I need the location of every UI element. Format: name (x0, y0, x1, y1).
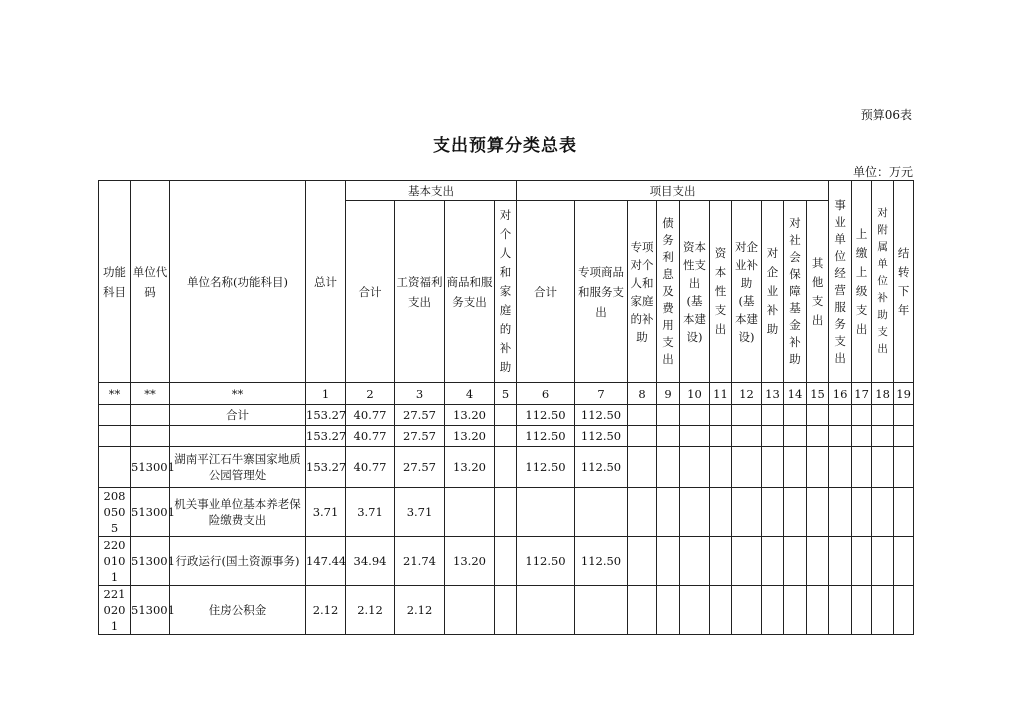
header-operating: 事业单位经营服务支出 (829, 181, 852, 383)
empty-cell (762, 537, 784, 586)
cell-p-goods: 112.50 (575, 447, 628, 488)
unit-label: 单位：万元 (852, 165, 913, 179)
header-func-subject: 功能科目 (99, 181, 131, 383)
column-index-cell: 13 (762, 383, 784, 405)
header-b-total: 合计 (346, 201, 395, 383)
cell-b-total: 40.77 (346, 405, 395, 426)
empty-cell (829, 447, 852, 488)
cell-b-wage: 27.57 (395, 447, 445, 488)
table-row (99, 488, 914, 537)
empty-cell (894, 426, 914, 447)
empty-cell (894, 447, 914, 488)
empty-cell (495, 426, 517, 447)
cell-func (99, 447, 131, 488)
cell-code: 513001 (131, 586, 170, 635)
empty-cell (784, 537, 807, 586)
empty-cell (628, 488, 657, 537)
column-index-cell: 15 (807, 383, 829, 405)
header-b-personal: 对个人和家庭的补助 (495, 201, 517, 383)
empty-cell (680, 405, 710, 426)
empty-cell (894, 586, 914, 635)
empty-cell (495, 447, 517, 488)
cell-b-wage: 3.71 (395, 488, 445, 537)
cell-p-total: 112.50 (517, 405, 575, 426)
empty-cell (807, 586, 829, 635)
column-index-cell: 10 (680, 383, 710, 405)
empty-cell (628, 447, 657, 488)
empty-cell (872, 426, 894, 447)
empty-cell (852, 488, 872, 537)
page-title: 支出预算分类总表 (433, 136, 577, 156)
empty-cell (680, 488, 710, 537)
cell-b-goods: 13.20 (445, 405, 495, 426)
empty-cell (732, 488, 762, 537)
column-index-cell: ** (99, 383, 131, 405)
empty-cell (680, 586, 710, 635)
column-index-cell: 18 (872, 383, 894, 405)
empty-cell (894, 405, 914, 426)
header-p-goods: 专项商品和服务支出 (575, 201, 628, 383)
header-upper: 上缴上级支出 (852, 181, 872, 383)
empty-cell (732, 537, 762, 586)
empty-cell (762, 405, 784, 426)
cell-p-goods (575, 586, 628, 635)
header-b-wage: 工资福利支出 (395, 201, 445, 383)
cell-total: 3.71 (306, 488, 346, 537)
column-index-cell: 6 (517, 383, 575, 405)
empty-cell (829, 488, 852, 537)
column-index-cell: 1 (306, 383, 346, 405)
empty-cell (680, 447, 710, 488)
cell-code: 513001 (131, 537, 170, 586)
empty-cell (829, 405, 852, 426)
empty-cell (628, 537, 657, 586)
cell-name: 行政运行(国土资源事务) (170, 537, 306, 586)
empty-cell (807, 405, 829, 426)
column-index-cell: 5 (495, 383, 517, 405)
cell-b-total: 3.71 (346, 488, 395, 537)
empty-cell (829, 586, 852, 635)
cell-b-goods: 13.20 (445, 447, 495, 488)
empty-cell (680, 537, 710, 586)
header-p-enterprise: 对企业补助 (762, 201, 784, 383)
header-total: 总计 (306, 181, 346, 383)
cell-b-wage: 2.12 (395, 586, 445, 635)
empty-cell (784, 447, 807, 488)
cell-b-goods (445, 586, 495, 635)
empty-cell (807, 537, 829, 586)
column-index-cell: 16 (829, 383, 852, 405)
column-index-cell: 3 (395, 383, 445, 405)
cell-b-total: 34.94 (346, 537, 395, 586)
header-p-capital: 资本性支出 (710, 201, 732, 383)
empty-cell (829, 426, 852, 447)
form-number: 预算06表 (860, 108, 912, 122)
cell-func: 2200101 (99, 537, 131, 586)
empty-cell (657, 488, 680, 537)
empty-cell (495, 488, 517, 537)
cell-name: 合计 (170, 405, 306, 426)
empty-cell (762, 488, 784, 537)
empty-cell (495, 537, 517, 586)
cell-total: 2.12 (306, 586, 346, 635)
cell-p-goods: 112.50 (575, 405, 628, 426)
empty-cell (732, 426, 762, 447)
empty-cell (894, 537, 914, 586)
cell-name: 机关事业单位基本养老保险缴费支出 (170, 488, 306, 537)
cell-b-total: 40.77 (346, 426, 395, 447)
header-p-debt: 债务利息及费用支出 (657, 201, 680, 383)
cell-code (131, 405, 170, 426)
cell-p-total: 112.50 (517, 537, 575, 586)
empty-cell (657, 426, 680, 447)
empty-cell (657, 405, 680, 426)
column-index-cell: 12 (732, 383, 762, 405)
empty-cell (784, 586, 807, 635)
column-index-row (99, 383, 914, 405)
empty-cell (762, 447, 784, 488)
empty-cell (657, 447, 680, 488)
cell-name (170, 426, 306, 447)
column-index-cell: 2 (346, 383, 395, 405)
empty-cell (852, 537, 872, 586)
header-p-total: 合计 (517, 201, 575, 383)
empty-cell (784, 405, 807, 426)
column-index-cell: 9 (657, 383, 680, 405)
empty-cell (894, 488, 914, 537)
budget-table (98, 180, 914, 635)
cell-b-goods: 13.20 (445, 537, 495, 586)
header-p-social: 对社会保障基金补助 (784, 201, 807, 383)
empty-cell (872, 488, 894, 537)
column-index-cell: 7 (575, 383, 628, 405)
empty-cell (710, 586, 732, 635)
cell-code: 513001 (131, 447, 170, 488)
cell-func (99, 426, 131, 447)
empty-cell (657, 586, 680, 635)
empty-cell (762, 586, 784, 635)
cell-p-total (517, 586, 575, 635)
cell-total: 153.27 (306, 405, 346, 426)
header-project: 项目支出 (517, 181, 829, 201)
empty-cell (852, 447, 872, 488)
cell-b-wage: 27.57 (395, 426, 445, 447)
table-row (99, 447, 914, 488)
table-row (99, 537, 914, 586)
table-row (99, 405, 914, 426)
cell-b-goods (445, 488, 495, 537)
cell-b-goods: 13.20 (445, 426, 495, 447)
header-p-enterprise-build: 对企业补助(基本建设) (732, 201, 762, 383)
empty-cell (807, 447, 829, 488)
cell-total: 153.27 (306, 447, 346, 488)
cell-b-total: 2.12 (346, 586, 395, 635)
header-unit-name: 单位名称(功能科目) (170, 181, 306, 383)
empty-cell (710, 405, 732, 426)
empty-cell (495, 586, 517, 635)
empty-cell (657, 537, 680, 586)
empty-cell (872, 447, 894, 488)
column-index-cell: 17 (852, 383, 872, 405)
cell-total: 153.27 (306, 426, 346, 447)
empty-cell (762, 426, 784, 447)
empty-cell (872, 537, 894, 586)
cell-code: 513001 (131, 488, 170, 537)
empty-cell (710, 537, 732, 586)
empty-cell (710, 488, 732, 537)
empty-cell (784, 426, 807, 447)
header-b-goods: 商品和服务支出 (445, 201, 495, 383)
cell-p-goods: 112.50 (575, 537, 628, 586)
cell-func: 2210201 (99, 586, 131, 635)
empty-cell (852, 405, 872, 426)
cell-p-total: 112.50 (517, 447, 575, 488)
cell-code (131, 426, 170, 447)
table-row (99, 586, 914, 635)
column-index-cell: 4 (445, 383, 495, 405)
column-index-cell: 8 (628, 383, 657, 405)
empty-cell (829, 537, 852, 586)
empty-cell (852, 586, 872, 635)
empty-cell (807, 488, 829, 537)
header-p-capital-build: 资本性支出(基本建设) (680, 201, 710, 383)
header-p-personal: 专项对个人和家庭的补助 (628, 201, 657, 383)
empty-cell (852, 426, 872, 447)
empty-cell (628, 405, 657, 426)
cell-p-total (517, 488, 575, 537)
empty-cell (710, 426, 732, 447)
empty-cell (872, 405, 894, 426)
empty-cell (680, 426, 710, 447)
cell-b-wage: 21.74 (395, 537, 445, 586)
header-carryover: 结转下年 (894, 181, 914, 383)
empty-cell (872, 586, 894, 635)
cell-b-wage: 27.57 (395, 405, 445, 426)
cell-func: 2080505 (99, 488, 131, 537)
empty-cell (807, 426, 829, 447)
empty-cell (732, 405, 762, 426)
cell-func (99, 405, 131, 426)
empty-cell (628, 586, 657, 635)
empty-cell (710, 447, 732, 488)
cell-total: 147.44 (306, 537, 346, 586)
table-row (99, 426, 914, 447)
header-p-other: 其他支出 (807, 201, 829, 383)
cell-name: 湖南平江石牛寨国家地质公园管理处 (170, 447, 306, 488)
column-index-cell: ** (131, 383, 170, 405)
cell-p-total: 112.50 (517, 426, 575, 447)
column-index-cell: 19 (894, 383, 914, 405)
column-index-cell: 11 (710, 383, 732, 405)
column-index-cell: ** (170, 383, 306, 405)
cell-name: 住房公积金 (170, 586, 306, 635)
empty-cell (784, 488, 807, 537)
column-index-cell: 14 (784, 383, 807, 405)
empty-cell (495, 405, 517, 426)
header-affiliated: 对附属单位补助支出 (872, 181, 894, 383)
cell-p-goods (575, 488, 628, 537)
cell-b-total: 40.77 (346, 447, 395, 488)
empty-cell (732, 586, 762, 635)
empty-cell (628, 426, 657, 447)
header-basic: 基本支出 (346, 181, 517, 201)
cell-p-goods: 112.50 (575, 426, 628, 447)
header-unit-code: 单位代码 (131, 181, 170, 383)
empty-cell (732, 447, 762, 488)
